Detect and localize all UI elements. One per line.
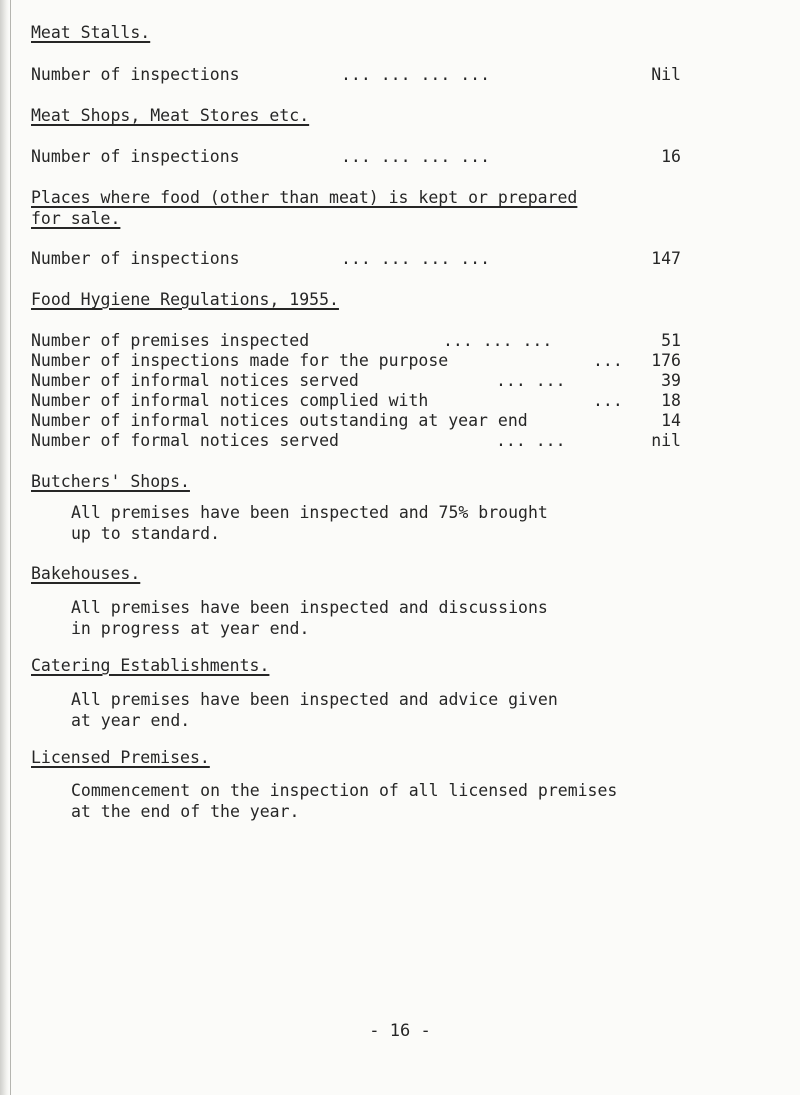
heading-bakehouses: Bakehouses. — [31, 564, 141, 583]
heading-places-food-line2: for sale. — [31, 209, 121, 228]
row-meat-stalls-inspections — [31, 65, 681, 85]
row-meat-shops-inspections — [31, 147, 681, 167]
heading-licensed-premises: Licensed Premises. — [31, 748, 210, 767]
row-value: 51 — [661, 331, 681, 350]
row-label: Number of inspections — [31, 147, 240, 166]
row-value: 18 — [661, 391, 681, 410]
page-number: - 16 - — [369, 1021, 431, 1041]
butchers-text-line1: All premises have been inspected and 75% brought — [71, 503, 548, 522]
row-value: 39 — [661, 371, 681, 390]
row-label: Number of inspections made for the purpose — [31, 351, 449, 370]
row-value: 14 — [661, 411, 681, 430]
row-label: Number of informal notices complied with — [31, 391, 429, 410]
catering-text-line2: at year end. — [71, 711, 191, 730]
row-label: Number of informal notices served — [31, 371, 359, 390]
hygiene-row-informal-outstanding — [31, 411, 681, 431]
row-label: Number of inspections — [31, 249, 240, 268]
row-value: 147 — [651, 249, 681, 268]
page-edge-line — [10, 0, 11, 1095]
row-label: Number of inspections — [31, 65, 240, 84]
row-label: Number of informal notices outstanding at year end — [31, 411, 528, 430]
page-edge-shadow — [0, 0, 9, 1095]
heading-food-hygiene: Food Hygiene Regulations, 1955. — [31, 290, 339, 309]
bakehouses-text-line1: All premises have been inspected and discussions — [71, 598, 548, 617]
leader-dots: ... ... ... ... — [341, 65, 491, 84]
hygiene-row-formal-served — [31, 431, 681, 451]
row-value: Nil — [651, 65, 681, 84]
leader-dots: ... — [593, 351, 623, 370]
row-places-food-inspections — [31, 249, 681, 269]
hygiene-row-inspections-made — [31, 351, 681, 371]
licensed-text-line2: at the end of the year. — [71, 802, 300, 821]
catering-text-line1: All premises have been inspected and advice given — [71, 690, 558, 709]
heading-catering-establishments: Catering Establishments. — [31, 656, 270, 675]
leader-dots: ... ... ... ... — [341, 147, 491, 166]
hygiene-row-informal-served — [31, 371, 681, 391]
hygiene-row-premises-inspected — [31, 331, 681, 351]
heading-meat-shops: Meat Shops, Meat Stores etc. — [31, 106, 310, 125]
hygiene-row-informal-complied — [31, 391, 681, 411]
leader-dots: ... ... ... — [443, 331, 553, 350]
heading-places-food-line1: Places where food (other than meat) is kept or prepared — [31, 188, 578, 207]
row-value: nil — [651, 431, 681, 450]
leader-dots: ... ... — [496, 371, 566, 390]
row-value: 176 — [651, 351, 681, 370]
bakehouses-text-line2: in progress at year end. — [71, 619, 310, 638]
row-value: 16 — [661, 147, 681, 166]
licensed-text-line1: Commencement on the inspection of all licensed premises — [71, 781, 618, 800]
leader-dots: ... ... — [496, 431, 566, 450]
heading-butchers-shops: Butchers' Shops. — [31, 472, 190, 491]
row-label: Number of formal notices served — [31, 431, 339, 450]
heading-meat-stalls: Meat Stalls. — [31, 23, 151, 42]
butchers-text-line2: up to standard. — [71, 524, 221, 543]
leader-dots: ... ... ... ... — [341, 249, 491, 268]
row-label: Number of premises inspected — [31, 331, 310, 350]
leader-dots: ... — [593, 391, 623, 410]
